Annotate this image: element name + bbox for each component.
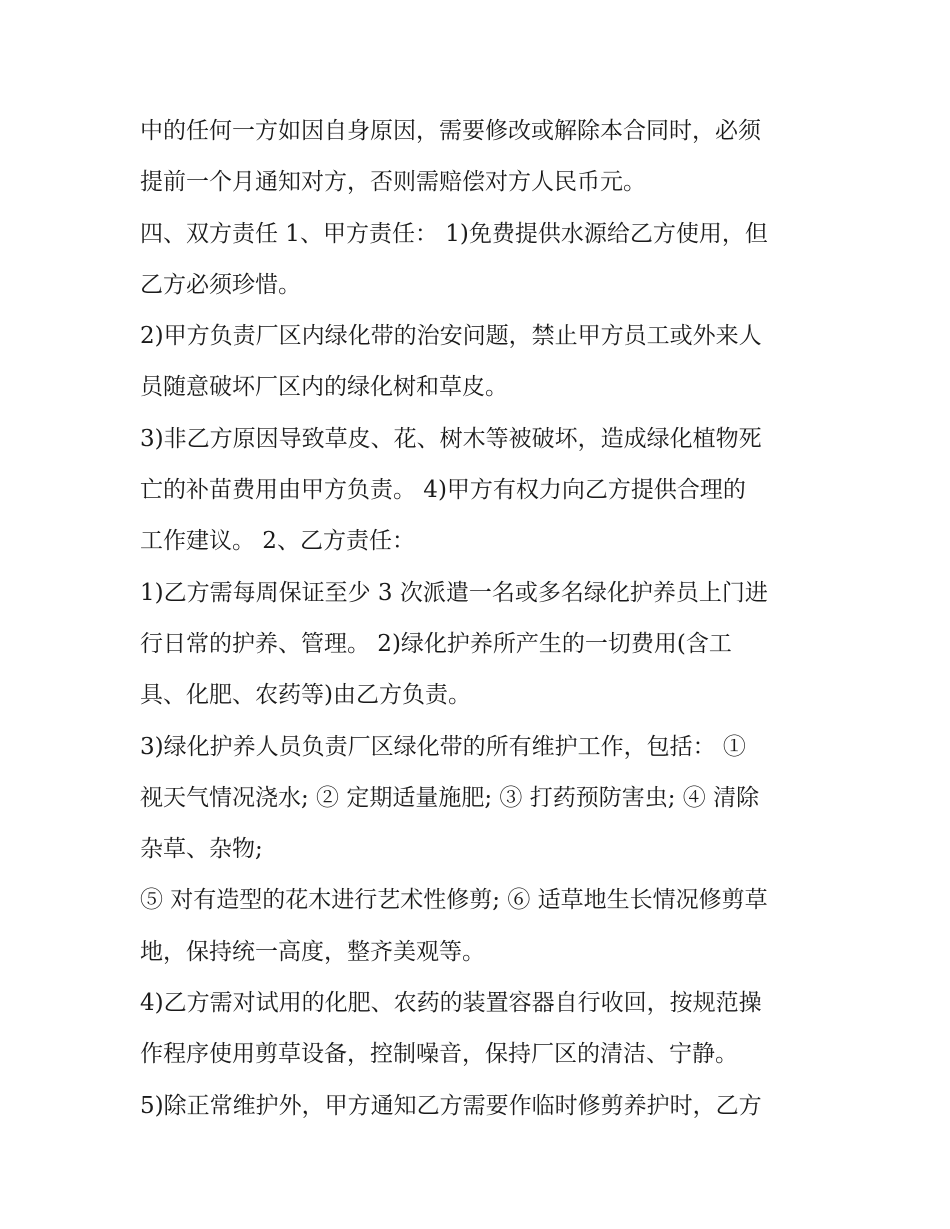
text-line: 四、双方责任 1、甲方责任： 1)免费提供水源给乙方使用，但 [140, 220, 768, 247]
text-line: 2)甲方负责厂区内绿化带的治安问题，禁止甲方员工或外来人 [140, 323, 762, 350]
text-line: 提前一个月通知对方，否则需赔偿对方人民币元。 [140, 169, 646, 196]
text-line: 乙方必须珍惜。 [140, 271, 301, 298]
text-line: 中的任何一方如因自身原因，需要修改或解除本合同时，必须 [140, 118, 761, 144]
text-line: 行日常的护养、管理。 2)绿化护养所产生的一切费用(含工 [140, 630, 732, 657]
text-line: ⑤ 对有造型的花木进行艺术性修剪; ⑥ 适草地生长情况修剪草 [140, 887, 768, 914]
text-line: 视天气情况浇水; ② 定期适量施肥; ③ 打药预防害虫; ④ 清除 [140, 784, 760, 811]
text-line: 3)绿化护养人员负责厂区绿化带的所有维护工作，包括： ① [140, 733, 746, 760]
text-line: 5)除正常维护外，甲方通知乙方需要作临时修剪养护时，乙方 [140, 1092, 762, 1119]
text-line: 工作建议。 2、乙方责任： [140, 528, 415, 555]
text-line: 4)乙方需对试用的化肥、农药的装置容器自行收回，按规范操 [140, 990, 762, 1017]
text-line: 地，保持统一高度，整齐美观等。 [140, 938, 485, 965]
text-line: 员随意破坏厂区内的绿化树和草皮。 [140, 374, 508, 401]
text-line: 亡的补苗费用由甲方负责。 4)甲方有权力向乙方提供合理的 [140, 477, 746, 504]
document-body [140, 106, 820, 1132]
text-line: 具、化肥、农药等)由乙方负责。 [140, 682, 471, 709]
text-line: 1)乙方需每周保证至少 3 次派遣一名或多名绿化护养员上门进 [140, 579, 768, 606]
text-line: 作程序使用剪草设备，控制噪音，保持厂区的清洁、宁静。 [140, 1041, 738, 1068]
text-line: 杂草、杂物; [140, 836, 263, 863]
text-line: 3)非乙方原因导致草皮、花、树木等被破坏，造成绿化植物死 [140, 425, 762, 452]
